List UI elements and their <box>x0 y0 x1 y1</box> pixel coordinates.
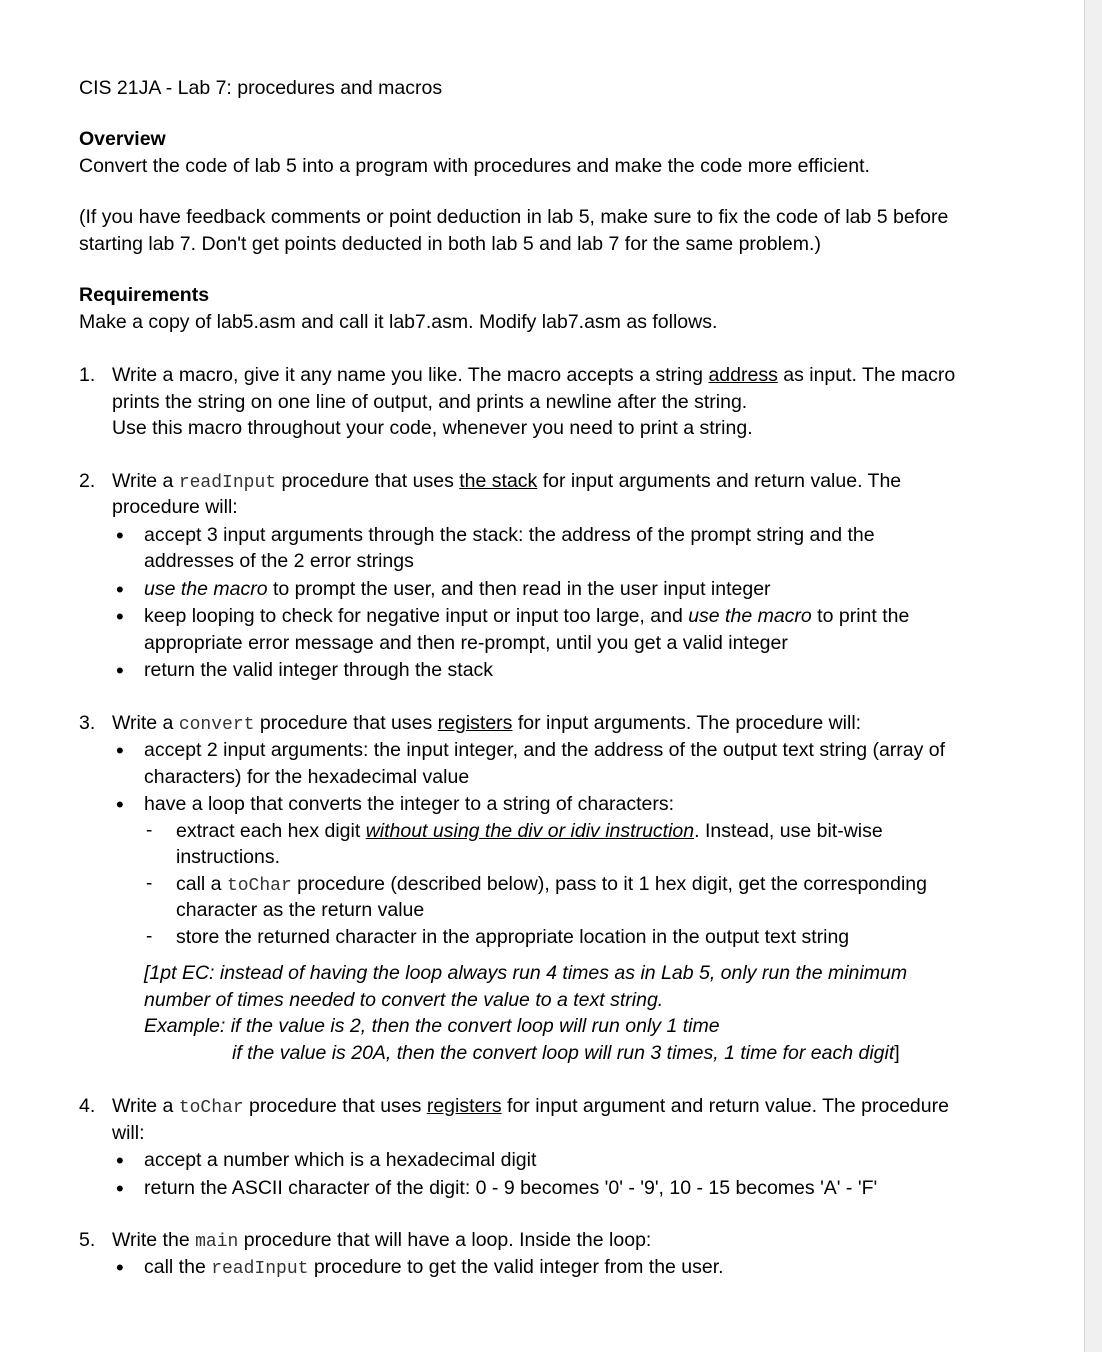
document-title: CIS 21JA - Lab 7: procedures and macros <box>79 77 443 99</box>
item-3-bullet-2: have a loop that converts the integer to a string of characters: <box>144 793 675 815</box>
item-4-line2: will: <box>112 1122 145 1144</box>
text: for input arguments and return value. The <box>537 470 902 492</box>
text: call a <box>176 873 227 895</box>
bullet-icon: • <box>116 604 124 629</box>
dash-icon: - <box>146 820 153 841</box>
underlined-text: registers <box>426 1095 502 1117</box>
italic-text: use the macro <box>688 605 812 627</box>
item-3-number: 3. <box>79 712 96 734</box>
overview-note-line2: starting lab 7. Don't get points deducted in both lab 5 and lab 7 for the same problem.) <box>79 233 821 255</box>
text: ] <box>894 1042 900 1064</box>
item-3-sub-1-line1 <box>176 818 883 845</box>
text: procedure that uses <box>243 1095 427 1117</box>
bullet-icon: • <box>116 738 124 763</box>
text: procedure that will have a loop. Inside the loop: <box>238 1229 652 1251</box>
item-2-bullet-3-line1 <box>144 603 909 630</box>
item-5-bullet-1 <box>144 1254 724 1283</box>
extra-credit-line4 <box>232 1040 900 1067</box>
bullet-icon: • <box>116 577 124 602</box>
item-5-number: 5. <box>79 1229 96 1251</box>
code-text: toChar <box>226 876 292 896</box>
text: to prompt the user, and then read in the user input integer <box>267 578 771 600</box>
item-1-number: 1. <box>79 364 96 386</box>
text: keep looping to check for negative input or input too large, and <box>144 605 689 627</box>
bullet-icon: • <box>116 1148 124 1173</box>
text: procedure (described below), pass to it 1 hex digit, get the corresponding <box>291 873 927 895</box>
requirements-text: Make a copy of lab5.asm and call it lab7.asm. Modify lab7.asm as follows. <box>79 311 718 333</box>
text: . Instead, use bit-wise <box>694 820 883 842</box>
text: Write the <box>112 1229 196 1251</box>
bullet-icon: • <box>116 658 124 683</box>
text: for input arguments. The procedure will: <box>512 712 862 734</box>
item-1-line2: prints the string on one line of output, and prints a newline after the string. <box>112 391 748 413</box>
code-text: readInput <box>178 473 277 493</box>
item-2-bullet-2 <box>144 576 771 603</box>
item-2-bullet-4: return the valid integer through the stack <box>144 659 494 681</box>
item-3-sub-2-line2: character as the return value <box>176 899 425 921</box>
bullet-icon: • <box>116 792 124 817</box>
code-text: main <box>195 1232 239 1252</box>
extra-credit-line1: [1pt EC: instead of having the loop always run 4 times as in Lab 5, only run the minimum <box>144 962 908 984</box>
extra-credit-line3: Example: if the value is 2, then the convert loop will run only 1 time <box>144 1015 720 1037</box>
italic-text: if the value is 20A, then the convert loop will run 3 times, 1 time for each digit <box>232 1042 895 1064</box>
underlined-text: registers <box>437 712 513 734</box>
item-2-number: 2. <box>79 470 96 492</box>
overview-text: Convert the code of lab 5 into a program with procedures and make the code more efficient. <box>79 155 870 177</box>
text: as input. The macro <box>777 364 956 386</box>
code-text: convert <box>178 715 255 735</box>
text: for input argument and return value. The procedure <box>501 1095 949 1117</box>
item-2-bullet-3-line2: appropriate error message and then re-prompt, until you get a valid integer <box>144 632 788 654</box>
code-text: readInput <box>211 1259 309 1279</box>
text: Write a <box>112 1095 179 1117</box>
text: procedure that uses <box>254 712 438 734</box>
overview-note-line1: (If you have feedback comments or point deduction in lab 5, make sure to fix the code of lab 5 before <box>79 206 949 228</box>
extra-credit-line2: number of times needed to convert the value to a text string. <box>144 989 664 1011</box>
text: extract each hex digit <box>176 820 366 842</box>
item-4-bullet-1: accept a number which is a hexadecimal digit <box>144 1149 537 1171</box>
text: Write a macro, give it any name you like. The macro accepts a string <box>112 364 709 386</box>
dash-icon: - <box>146 926 153 947</box>
underlined-text: the stack <box>459 470 538 492</box>
dash-icon: - <box>146 873 153 894</box>
item-3-sub-1-line2: instructions. <box>176 846 281 868</box>
bullet-icon: • <box>116 1255 124 1280</box>
item-3-sub-3: store the returned character in the appropriate location in the output text string <box>176 926 850 948</box>
text: procedure that uses <box>276 470 460 492</box>
item-2-line2: procedure will: <box>112 496 238 518</box>
italic-text: use the macro <box>144 578 268 600</box>
underlined-text: address <box>708 364 778 386</box>
item-4-bullet-2: return the ASCII character of the digit: 0 - 9 becomes '0' - '9', 10 - 15 becomes 'A' - 'F' <box>144 1177 878 1199</box>
overview-heading: Overview <box>79 128 166 150</box>
vertical-scrollbar[interactable] <box>1084 0 1102 1352</box>
text: to print the <box>811 605 910 627</box>
item-1-line3: Use this macro throughout your code, whenever you need to print a string. <box>112 417 753 439</box>
text: procedure to get the valid integer from the user. <box>308 1256 724 1278</box>
item-4-number: 4. <box>79 1095 96 1117</box>
text: call the <box>144 1256 212 1278</box>
text: Write a <box>112 470 179 492</box>
underlined-italic-text: without using the div or idiv instruction <box>365 820 695 842</box>
item-3-bullet-1-line2: characters) for the hexadecimal value <box>144 766 470 788</box>
bullet-icon: • <box>116 1176 124 1201</box>
code-text: toChar <box>178 1098 244 1118</box>
item-3-bullet-1-line1: accept 2 input arguments: the input integer, and the address of the output text string (array of <box>144 739 946 761</box>
bullet-icon: • <box>116 523 124 548</box>
requirements-heading: Requirements <box>79 284 210 306</box>
item-3-sub-2-line1 <box>176 871 927 900</box>
item-2-bullet-1-line1: accept 3 input arguments through the stack: the address of the prompt string and the <box>144 524 875 546</box>
item-2-bullet-1-line2: addresses of the 2 error strings <box>144 550 414 572</box>
text: Write a <box>112 712 179 734</box>
